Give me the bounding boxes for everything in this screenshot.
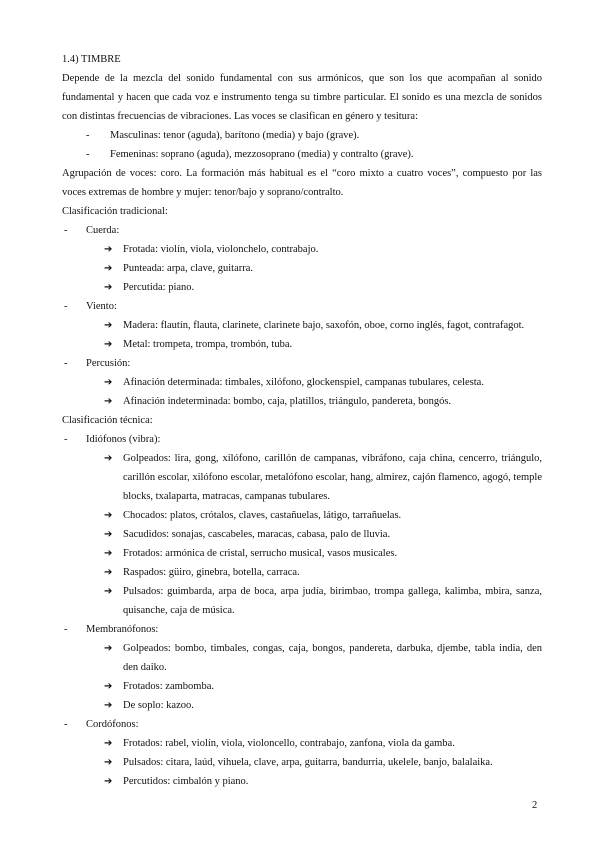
item-text: Raspados: güiro, ginebra, botella, carraca. (123, 567, 300, 578)
dash-bullet: - (64, 719, 68, 730)
item-text: Frotados: rabel, violín, viola, violoncello, contrabajo, zanfona, viola da gamba. (123, 738, 455, 749)
group-name: Percusión: (86, 358, 131, 369)
list-item (86, 278, 542, 297)
group-item (62, 221, 542, 297)
list-item (86, 449, 542, 506)
item-text: Metal: trompeta, trompa, trombón, tuba. (123, 339, 293, 350)
document-page (62, 50, 542, 791)
list-item (86, 772, 542, 791)
list-item (86, 392, 542, 411)
arrow-icon: ➔ (104, 776, 113, 787)
item-text: De soplo: kazoo. (123, 700, 194, 711)
list-item (86, 373, 542, 392)
item-text: Golpeados: lira, gong, xilófono, carillón de campanas, vibráfono, caja china, cencerro, triángulo, carillón escolar, xilófono escolar, metalófono escolar, hang, almirez, cajón flamenco, agogó, temple blocks, txalaparta, matracas, campanas tubulares. (123, 453, 542, 502)
item-text: Percutidos: cimbalón y piano. (123, 776, 249, 787)
traditional-title: Clasificación tradicional: (62, 206, 168, 217)
item-text: Frotada: violín, viola, violonchelo, contrabajo. (123, 244, 319, 255)
list-item (86, 259, 542, 278)
list-item (86, 734, 542, 753)
arrow-icon: ➔ (104, 586, 113, 597)
list-item (86, 696, 542, 715)
arrow-icon: ➔ (104, 339, 113, 350)
arrow-icon: ➔ (104, 529, 113, 540)
group-item (62, 430, 542, 620)
group-name: Membranófonos: (86, 624, 159, 635)
list-item (86, 240, 542, 259)
intro-paragraph: Depende de la mezcla del sonido fundamental con sus armónicos, que son los que acompañan al sonido fundamental y hacen que cada voz e instrumento tenga su timbre particular. El sonido es una mezcla de sonidos con distintas frecuencias de vibraciones. Las voces se clasifican en género y tesitura: (62, 73, 542, 122)
group-item (62, 715, 542, 791)
arrow-icon: ➔ (104, 282, 113, 293)
item-text: Frotados: zambomba. (123, 681, 214, 692)
item-text: Pulsados: guimbarda, arpa de boca, arpa judía, birimbao, trompa gallega, kalimba, mbira, sanza, quisanche, caja de música. (123, 586, 542, 616)
group-item (62, 297, 542, 354)
list-item (86, 544, 542, 563)
arrow-icon: ➔ (104, 396, 113, 407)
group-name: Idiófonos (vibra): (86, 434, 161, 445)
list-item (86, 525, 542, 544)
section-heading: 1.4) TIMBRE (62, 54, 121, 65)
technical-title: Clasificación técnica: (62, 415, 153, 426)
arrow-icon: ➔ (104, 757, 113, 768)
list-item (86, 753, 542, 772)
technical-list (62, 430, 542, 791)
list-item (86, 677, 542, 696)
item-text: Afinación indeterminada: bombo, caja, platillos, triángulo, pandereta, bongós. (123, 396, 452, 407)
dash-bullet: - (64, 225, 68, 236)
grouping-paragraph: Agrupación de voces: coro. La formación más habitual es el “coro mixto a cuatro voces”, compuesto por las voces extremas de hombre y mujer: tenor/bajo y soprano/contralto. (62, 168, 542, 198)
arrow-icon: ➔ (104, 244, 113, 255)
dash-bullet: - (86, 130, 90, 141)
item-text: Pulsados: citara, laúd, vihuela, clave, arpa, guitarra, bandurria, ukelele, banjo, balalaika. (123, 757, 493, 768)
arrow-icon: ➔ (104, 377, 113, 388)
item-text: Femeninas: soprano (aguda), mezzosoprano (media) y contralto (grave). (110, 149, 414, 160)
list-item (86, 582, 542, 620)
list-item (86, 563, 542, 582)
page-number: 2 (532, 800, 538, 811)
dash-bullet: - (64, 434, 68, 445)
item-text: Madera: flautín, flauta, clarinete, clarinete bajo, saxofón, oboe, corno inglés, fagot, contrafagot. (123, 320, 525, 331)
dash-bullet: - (64, 358, 68, 369)
list-item (86, 506, 542, 525)
traditional-list (62, 221, 542, 411)
dash-bullet: - (64, 301, 68, 312)
item-text: Sacudidos: sonajas, cascabeles, maracas, cabasa, palo de lluvia. (123, 529, 391, 540)
arrow-icon: ➔ (104, 510, 113, 521)
arrow-icon: ➔ (104, 548, 113, 559)
item-text: Punteada: arpa, clave, guitarra. (123, 263, 254, 274)
item-text: Percutida: piano. (123, 282, 195, 293)
list-item (86, 335, 542, 354)
item-text: Chocados: platos, crótalos, claves, castañuelas, látigo, tarrañuelas. (123, 510, 402, 521)
group-name: Viento: (86, 301, 117, 312)
arrow-icon: ➔ (104, 567, 113, 578)
arrow-icon: ➔ (104, 320, 113, 331)
group-name: Cuerda: (86, 225, 120, 236)
item-text: Masculinas: tenor (aguda), barítono (media) y bajo (grave). (110, 130, 360, 141)
list-item (86, 126, 542, 145)
arrow-icon: ➔ (104, 738, 113, 749)
list-item (86, 639, 542, 677)
item-text: Golpeados: bombo, timbales, congas, caja, bongos, pandereta, darbuka, djembe, tabla india, den den daiko. (123, 643, 542, 673)
voice-list (86, 126, 542, 164)
group-item (62, 354, 542, 411)
arrow-icon: ➔ (104, 263, 113, 274)
list-item (86, 316, 542, 335)
group-name: Cordófonos: (86, 719, 139, 730)
group-item (62, 620, 542, 715)
item-text: Afinación determinada: timbales, xilófono, glockenspiel, campanas tubulares, celesta. (123, 377, 484, 388)
arrow-icon: ➔ (104, 453, 113, 464)
arrow-icon: ➔ (104, 643, 113, 654)
dash-bullet: - (64, 624, 68, 635)
list-item (86, 145, 542, 164)
arrow-icon: ➔ (104, 700, 113, 711)
item-text: Frotados: armónica de cristal, serrucho musical, vasos musicales. (123, 548, 398, 559)
arrow-icon: ➔ (104, 681, 113, 692)
dash-bullet: - (86, 149, 90, 160)
